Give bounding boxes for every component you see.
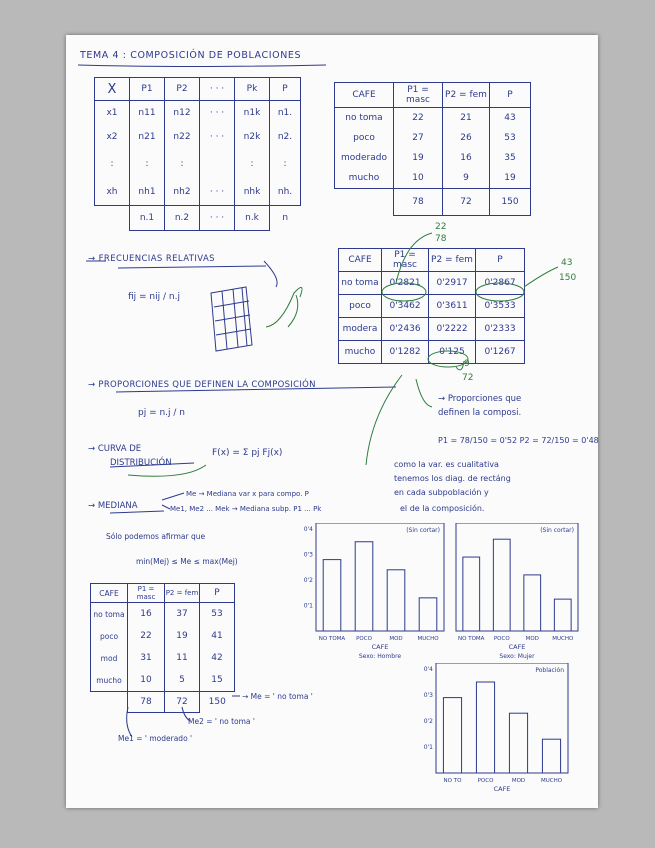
x-tick-label: NO TOMA: [318, 636, 346, 642]
y-tick-label: 0'3: [303, 551, 313, 559]
cell: 10: [128, 669, 165, 692]
me1-result: Me1 = ' moderado ': [118, 734, 193, 743]
cell: 22: [394, 108, 443, 129]
cell: 0'2333: [476, 318, 525, 341]
note-line: en cada subpoblación y: [394, 488, 489, 497]
underline: [110, 511, 164, 513]
plot-frame: [436, 663, 568, 773]
fraction-denominator: 72: [462, 373, 474, 383]
cell: 10: [394, 168, 443, 189]
proporciones-heading: → PROPORCIONES QUE DEFINEN LA COMPOSICIÓN: [88, 380, 316, 390]
chart-subtitle: Sexo: Hombre: [358, 653, 402, 660]
cell: 22: [128, 625, 165, 647]
p-values: P1 = 78/150 = 0'52 P2 = 72/150 = 0'48: [438, 436, 599, 445]
cell: moderado: [335, 148, 394, 168]
cell: 19: [165, 625, 200, 647]
cell: 0'2436: [382, 318, 429, 341]
cell: nhk: [235, 179, 270, 206]
x-axis-label: CAFE: [371, 643, 389, 651]
x-axis-label: CAFE: [493, 785, 511, 793]
cell: 9: [443, 168, 490, 189]
y-tick-label: 0'4: [423, 666, 433, 673]
frecuencias-heading: → FRECUENCIAS RELATIVAS: [88, 254, 215, 264]
circle-mark: [428, 351, 468, 367]
header-cell: CAFE: [91, 584, 128, 603]
cell: 16: [443, 148, 490, 168]
min-max-formula: min(Mej) ≤ Me ≤ max(Mej): [136, 557, 238, 566]
cell: 15: [200, 669, 235, 692]
note-line: tenemos los diag. de rectáng: [394, 474, 511, 483]
x-tick-label: MUCHO: [540, 778, 563, 784]
cell: mucho: [91, 669, 128, 692]
me-result: → Me = ' no toma ': [242, 692, 313, 701]
curve-mark: [128, 465, 206, 476]
cell: 5: [165, 669, 200, 692]
header-cell: · · ·: [200, 78, 235, 101]
bar: [554, 599, 571, 631]
header-cell: P2 = fem: [165, 584, 200, 603]
bar-chart: [290, 523, 448, 681]
cell: modera: [339, 318, 382, 341]
header-cell: P2 = fem: [443, 83, 490, 108]
mediana-heading: → MEDIANA: [88, 501, 138, 511]
cell: no toma: [339, 272, 382, 295]
cell: 19: [394, 148, 443, 168]
cell: · · ·: [200, 206, 235, 231]
note-line: el de la composición.: [400, 504, 485, 513]
header-cell: X: [95, 78, 130, 101]
cell: 19: [490, 168, 531, 189]
cell: :: [270, 149, 301, 179]
fraction-numerator: 9: [464, 359, 470, 369]
bar-chart: [410, 663, 572, 823]
cell: 0'2821: [382, 272, 429, 295]
arrow: [288, 295, 298, 327]
bar: [509, 713, 527, 773]
x-tick-label: MOD: [511, 778, 526, 784]
cell: 43: [490, 108, 531, 129]
plot-frame: [456, 523, 578, 631]
arrow: [524, 267, 558, 287]
cell: mucho: [339, 341, 382, 364]
cell: n.2: [165, 206, 200, 231]
cell: n: [282, 213, 289, 224]
header-cell: P: [270, 78, 301, 101]
bar-chart: [430, 523, 582, 681]
mediana-note: Me → Mediana var x para compo. P: [186, 490, 309, 498]
cell: 41: [200, 625, 235, 647]
plot-frame: [316, 523, 444, 631]
cell: n.k: [235, 206, 270, 231]
cell: 53: [490, 128, 531, 148]
underline: [110, 463, 194, 467]
cell: 72: [443, 189, 490, 216]
curva-formula: F(x) = Σ pj Fj(x): [212, 448, 283, 458]
cell: no toma: [91, 603, 128, 626]
cell: :: [130, 149, 165, 179]
cell: x1: [95, 101, 130, 126]
x-tick-label: NO TO: [443, 778, 462, 784]
cell: 35: [490, 148, 531, 168]
grid-sketch: [211, 287, 252, 351]
header-cell: P2: [165, 78, 200, 101]
cell: 42: [200, 647, 235, 669]
cell: 72: [165, 692, 200, 713]
cell: 0'2867: [476, 272, 525, 295]
cell: n2.: [270, 125, 301, 149]
fraction-denominator: 150: [559, 273, 577, 283]
note-line: definen la composi.: [438, 408, 522, 418]
cell: n12: [165, 101, 200, 126]
x-tick-label: MUCHO: [552, 636, 574, 642]
page-title: TEMA 4 : COMPOSICIÓN DE POBLACIONES: [80, 50, 302, 61]
cell: · · ·: [200, 179, 235, 206]
note-line: → Proporciones que: [438, 394, 522, 404]
bar: [443, 698, 461, 773]
bar: [524, 575, 541, 631]
cell: 21: [443, 108, 490, 129]
arrow: [182, 707, 190, 721]
cell: 150: [208, 697, 226, 708]
note-line: como la var. es cualitativa: [394, 460, 499, 469]
cell: nh.: [270, 179, 301, 206]
y-tick-label: 0'2: [423, 718, 433, 725]
header-cell: P2 = fem: [429, 249, 476, 272]
circle-mark: [382, 283, 426, 301]
bar: [463, 557, 480, 631]
x-tick-label: NO TOMA: [458, 636, 485, 642]
cell: mod: [91, 647, 128, 669]
arrow: [266, 287, 302, 327]
cell: 53: [200, 603, 235, 626]
cell: n11: [130, 101, 165, 126]
cell: n22: [165, 125, 200, 149]
cell: n1.: [270, 101, 301, 126]
x-tick-label: POCO: [356, 636, 372, 642]
cell: 0'3533: [476, 295, 525, 318]
header-cell: P: [490, 83, 531, 108]
cell: :: [95, 149, 130, 179]
header-cell: Pk: [235, 78, 270, 101]
cell: 78: [394, 189, 443, 216]
chart-title: Población: [535, 667, 564, 674]
y-tick-label: 0'2: [303, 577, 313, 584]
x-tick-label: POCO: [477, 778, 494, 784]
cell: nh2: [165, 179, 200, 206]
curva-heading: DISTRIBUCIÓN: [110, 458, 172, 468]
x-tick-label: POCO: [493, 636, 510, 642]
cell: 37: [165, 603, 200, 626]
bar: [542, 739, 560, 773]
x-axis-label: CAFE: [508, 643, 526, 651]
y-tick-label: 0'1: [423, 744, 433, 751]
cell: poco: [91, 625, 128, 647]
bar: [387, 570, 405, 631]
pj-formula: pj = n.j / n: [138, 408, 185, 418]
me2-result: Me2 = ' no toma ': [188, 717, 255, 726]
cell: poco: [339, 295, 382, 318]
curva-heading: → CURVA DE: [88, 444, 142, 454]
cell: mucho: [335, 168, 394, 189]
circle-mark: [476, 283, 524, 301]
header-cell: P1 = masc: [394, 83, 443, 108]
bar: [493, 539, 510, 631]
underline: [118, 266, 266, 268]
y-tick-label: 0'1: [303, 602, 313, 610]
underline: [116, 387, 396, 392]
mediana-note: Me1, Me2 ... Mek → Mediana subp. P1 ... Pk: [170, 505, 322, 513]
cell: · · ·: [200, 125, 235, 149]
cell: poco: [335, 128, 394, 148]
y-tick-label: 0'3: [423, 692, 433, 699]
cell: xh: [95, 179, 130, 206]
cell: n2k: [235, 125, 270, 149]
arrow: [162, 505, 170, 509]
arrow: [127, 707, 132, 737]
cell: 0'1267: [476, 341, 525, 364]
cell: x2: [95, 125, 130, 149]
cell: n1k: [235, 101, 270, 126]
header-cell: CAFE: [335, 83, 394, 108]
cell: · · ·: [200, 101, 235, 126]
cell: 11: [165, 647, 200, 669]
bar: [323, 560, 341, 631]
fraction-denominator: 78: [435, 234, 447, 244]
arrow: [396, 233, 432, 283]
cell: 16: [128, 603, 165, 626]
chart-title: (Sin cortar): [406, 527, 440, 534]
fraction-numerator: 43: [561, 258, 573, 268]
cell: 0'3611: [429, 295, 476, 318]
cell: 26: [443, 128, 490, 148]
cell: n.1: [130, 206, 165, 231]
x-tick-label: MUCHO: [417, 636, 439, 642]
header-cell: P1: [130, 78, 165, 101]
cell: 31: [128, 647, 165, 669]
cell: n21: [130, 125, 165, 149]
cell: 0'125: [429, 341, 476, 364]
arrow: [162, 493, 184, 500]
bar: [355, 542, 373, 631]
header-cell: CAFE: [339, 249, 382, 272]
y-tick-label: 0'4: [303, 526, 313, 533]
arrow: [264, 261, 277, 287]
arrow: [366, 375, 402, 465]
cell: 0'3462: [382, 295, 429, 318]
header-cell: P: [200, 584, 235, 603]
notebook-page: [66, 35, 598, 808]
arrow: [416, 379, 432, 407]
bar: [476, 682, 494, 773]
chart-subtitle: Sexo: Mujer: [499, 653, 535, 660]
cell: :: [235, 149, 270, 179]
cell: no toma: [335, 108, 394, 129]
x-tick-label: MOD: [389, 636, 403, 642]
fraction-numerator: 22: [435, 222, 447, 232]
cell: 0'2917: [429, 272, 476, 295]
header-cell: P1 = masc: [382, 249, 429, 272]
cell: 150: [490, 189, 531, 216]
chart-title: (Sin cortar): [540, 527, 574, 534]
header-cell: P1 = masc: [128, 584, 165, 603]
podemos-text: Sólo podemos afirmar que: [106, 532, 206, 541]
cell: 0'1282: [382, 341, 429, 364]
cell: 78: [128, 692, 165, 713]
header-cell: P: [476, 249, 525, 272]
cell: :: [165, 149, 200, 179]
cell: nh1: [130, 179, 165, 206]
x-tick-label: MOD: [525, 636, 539, 642]
cell: 0'2222: [429, 318, 476, 341]
cell: 27: [394, 128, 443, 148]
fij-formula: fij = nij / n.j: [128, 292, 180, 302]
